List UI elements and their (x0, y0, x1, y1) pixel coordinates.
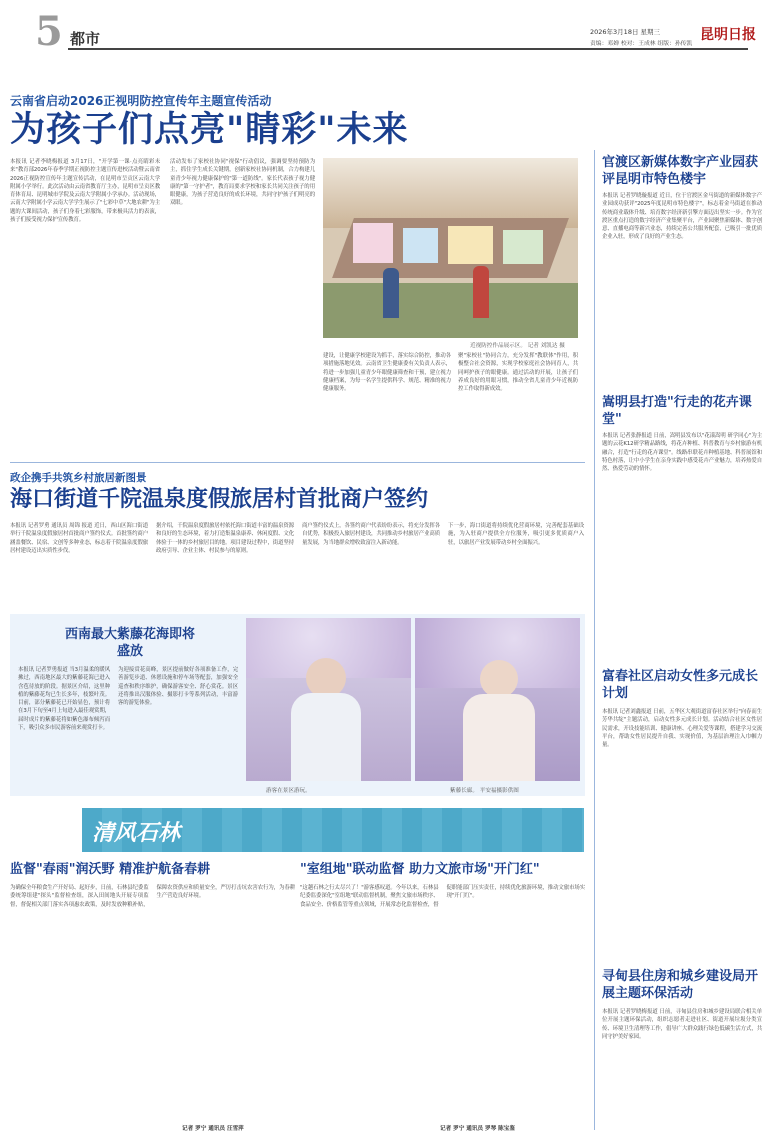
lead-photo-caption: 近视防控作品展示区。 记者 刘凯达 摄 (470, 343, 565, 349)
right-story-4-body: 本报讯 记者罗晓梅报道 日前，寻甸县住房和城乡建设局联合相关单位开展主题环保活动，组织志愿者走进社区、街道开展垃圾分类宣传、环境卫生清理等工作，倡导广大群众践行绿色低碳生活方式，共同守护美好家园。 (602, 1009, 762, 1040)
wisteria-photo-2 (415, 618, 580, 781)
right-story-4-headline: 寻甸县住房和城乡建设局开展主题环保活动 (602, 969, 759, 1001)
right-story-1-body: 本报讯 记者罗晓璇报道 近日，位于官渡区金马街道的新媒体数字产业园成功获评"2025年度昆明市特色楼宇"，标志着金马街道在推动传统商业载体升级、培育数字经济新引擎方面迈出坚实一步。作为官渡区重点打造的数字经济产业集聚平台，产业园聚焦新媒体、数字创意、直播电商等新兴业态，持续完善公共服务配套，已吸引一批优质企业入驻，形成了良好的产业生态。 (602, 193, 762, 241)
column-banner-title: 清风石林 (92, 820, 181, 846)
wisteria-photo-1 (246, 618, 411, 781)
lead-column-5: 聚"家校社"协同合力，充分发挥"教联体"作用，积极整合社会资源，实现学校家庭社会协同育人，共同呵护孩子的眼健康。通过活动的开展，让孩子们养成良好的用眼习惯，推动全省儿童青少年近视防控工作取得新成效。 (458, 353, 578, 393)
tourism-supervision-credit: 记者 罗宁 通讯员 罗琴 陈宝鉴 (440, 1126, 515, 1132)
right-story-3-body: 本报讯 记者刘鑫报道 日前，五华区大观街道富春社区举行"向春而生 芳华共绽"主题活动，启动女性多元成长计划。活动结合社区女性居民需求，开设技能培训、健康讲座、心理关爱等课程，搭建学习交流平台，帮助女性居民提升自我、实现价值，为基层治理注入巾帼力量。 (602, 709, 762, 749)
issue-date: 2026年3月18日 星期三 (590, 28, 661, 36)
haikou-column-2: 据介绍，千院温泉度假旅居村依托海口街道丰富的温泉资源和良好的生态环境，着力打造集温泉康养、休闲度假、文化体验于一体的乡村旅居目的地。项目建设过程中，街道坚持政府引导、企业主体、村民参与的原则。 (156, 523, 294, 554)
spring-plowing-credit: 记者 罗宁 通讯员 汪雪萍 (182, 1126, 244, 1132)
wisteria-photo-2-caption: 紫藤长廊。 平安福摄影供图 (450, 788, 519, 794)
lead-headline: 为孩子们点亮"睛彩"未来 (10, 110, 409, 150)
wisteria-headline: 西南最大紫藤花海即将盛放 (65, 627, 196, 659)
column-divider (594, 150, 595, 1130)
spring-plowing-body: 为确保全年粮食生产开好局、起好步，日前，石林县纪委监委统筹组建"探头"监督检查组，深入田间地头开展专项监督，督促相关部门落实各项惠农政策，及时发放种粮补贴，保障农资供应和质量安全，严厉打击坑农害农行为，为春耕生产营造良好环境。 (10, 885, 295, 908)
divider (10, 462, 585, 463)
column-banner (82, 808, 584, 852)
haikou-column-1: 本报讯 记者罗勇 通讯员 周锦 报道 近日，西山区海口街道举行千院温泉度假旅居村首批商户签约仪式。首批签约商户涵盖餐饮、民宿、文创等多种业态，标志着千院温泉度假旅居村建设迈出实质性步伐。 (10, 523, 148, 554)
lead-column-2: 活动发布了家校社协同"视保"行动倡议，强调要坚持预防为主，抓住学生成长关键期，创新家校社协同机制，合力构建儿童青少年视力健康保护的"第一道防线"。家长代表孩子视力健康的"第一守护者"，教育局要求学校和家长共同关注孩子的用眼健康，为孩子营造良好的成长环境，共同守护孩子们明亮的双眼。 (170, 159, 315, 207)
right-story-2-headline: 嵩明县打造"行走的花卉课堂" (602, 395, 752, 427)
haikou-headline: 海口街道千院温泉度假旅居村首批商户签约 (10, 487, 429, 512)
lead-column-1: 本报讯 记者李晓梅报道 3月17日，"开学第一课·点亮睛彩未来"教育部2026年春季学期正视防控主题宣传进校活动暨云南省2026正视防控宣传年主题宣传活动，在昆明市呈贡区云南大学附属小学举行。此次活动由云南省教育厅主办，昆明市呈贡区教育体育局、昆明城市学院及云南大学附属小学承办。活动现场，云南大学附属小学云南大学学生展示了"七彩中草"大地农耕"为主题的大课间活动，孩子们身着七彩服饰，带来极具活力的表演，孩子们接受视力保护宣传教育。 (10, 159, 160, 224)
wisteria-column-1: 本报讯 记者罗勇报道 当3月温柔的暖风拂过，西南地区最大的紫藤花海已进入含苞待放的阶段。据景区介绍，这里种植的紫藤花均已生长多年，枝繁叶茂。目前，部分紫藤花已开始显色，预计将在3月下旬至4月上旬进入最佳观赏期，届时成片的紫藤花将如紫色瀑布倾泻而下，吸引众多市民游客前来观赏打卡。 (18, 667, 110, 732)
haikou-column-4: 下一步，海口街道将持续优化营商环境，完善配套基础设施，为入驻商户提供全方位服务，吸引更多优质商户入驻，以旅居产业发展带动乡村全面振兴。 (448, 523, 584, 546)
section-name: 都市 (70, 30, 101, 48)
page-number: 5 (35, 8, 63, 55)
right-story-3-headline: 富春社区启动女性多元成长计划 (602, 669, 759, 701)
haikou-kicker: 政企携手共筑乡村旅居新图景 (10, 472, 147, 484)
wisteria-photo-1-caption: 游客在景区游玩。 (266, 788, 311, 794)
lead-subtitle: 云南省启动2026正视明防控宣传年主题宣传活动 (10, 94, 272, 108)
wisteria-column-2: 为迎接赏花高峰，景区提前做好各项准备工作，完善游览步道、休憩设施和停车场等配套，加强安全巡查和秩序维护，确保游客安全、舒心赏花。景区还将推出汉服体验、摄影打卡等系列活动，丰富游客的游览体验。 (118, 667, 238, 707)
spring-plowing-headline: 监督"春雨"润沃野 精准护航备春耕 (10, 862, 211, 877)
lead-photo (323, 158, 578, 338)
lead-column-4: 建设，让健康学校建设为抓手，落实综合防控，推动各项措施落地见效。云南省卫生健康委有关负责人表示，将进一步加强儿童青少年眼健康筛查和干预，建立视力健康档案，为每一名学生提供科学、规范、精准的视力健康服务。 (323, 353, 451, 393)
wisteria-feature-box (10, 614, 585, 796)
right-story-1-headline: 官渡区新媒体数字产业园获评昆明市特色楼宇 (602, 155, 759, 187)
header-rule (68, 48, 748, 50)
haikou-column-3: 商户签约仪式上，各签约商户代表纷纷表示，将充分发挥各自优势，积极投入旅居村建设，共同推动乡村旅居产业高质量发展，为当地群众增收致富注入新动能。 (302, 523, 440, 546)
editors-line: 责编：邓婵 校对：王成林 组版：孙传凯 (590, 41, 693, 47)
tourism-supervision-headline: "室组地"联动监督 助力文旅市场"开门红" (300, 862, 540, 877)
right-story-2-body: 本报讯 记者张静报道 日前，嵩明县发布以"花漾嵩明 研学同心"为主题的云花K12研学精品路线，将花卉种植、科普教育与乡村旅游有机融合，打造"行走的花卉课堂"。线路串联花卉种植基地、科普展馆和特色村落，让中小学生在亲身实践中感受花卉产业魅力，培养热爱自然、热爱劳动的情怀。 (602, 433, 762, 473)
tourism-supervision-body: "这趟石林之行太尽兴了！"游客感叹道。今年以来，石林县纪委监委深化"室组地"联动监督机制，聚焦文旅市场秩序、食品安全、价格监管等重点领域，开展常态化监督检查，督促职能部门压实责任，持续优化旅游环境，推动文旅市场实现"开门红"。 (300, 885, 585, 908)
newspaper-logo: 昆明日报 (700, 27, 756, 43)
